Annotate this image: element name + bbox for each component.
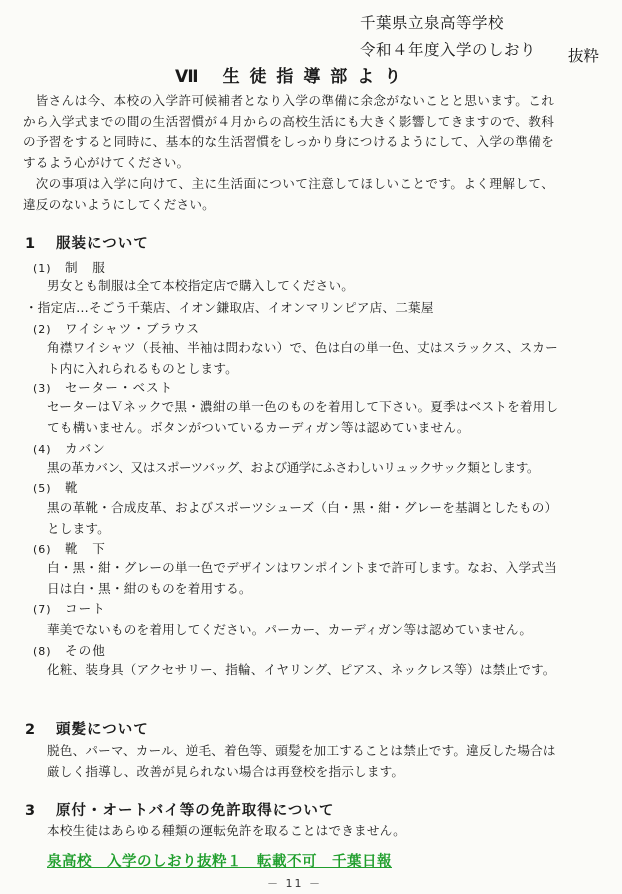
item-number: (7) bbox=[33, 603, 52, 616]
intro-paragraph-2: 次の事項は入学に向けて、主に生活面について注意してほしいことです。よく理解して、違反のないようにしてください。 bbox=[23, 176, 554, 212]
item-number: (1) bbox=[33, 262, 52, 275]
school-name: 千葉県立泉高等学校 bbox=[360, 14, 505, 32]
item-heading bbox=[33, 438, 106, 457]
item-title: ワイシャツ・ブラウス bbox=[65, 321, 200, 336]
item-body: 角襟ワイシャツ（長袖、半袖は問わない）で、色は白の単一色、丈はスラックス、スカート内に入れられるものとします。 bbox=[47, 340, 558, 376]
item-heading bbox=[33, 538, 106, 557]
intro-paragraph-1: 皆さんは今、本校の入学許可候補者となり入学の準備に余念がないことと思います。これから入学式までの間の生活習慣が４月からの高校生活にも大きく影響してきますので、教科の予習をすると同時に、基本的な生活習慣をしっかり身につけるようにして、入学の準備をするよう心がけてください。 bbox=[23, 93, 554, 170]
section-heading bbox=[25, 232, 149, 253]
item-number: (3) bbox=[33, 382, 52, 395]
item-number: (8) bbox=[33, 645, 52, 658]
section-title: 頭髪について bbox=[56, 722, 149, 738]
item-heading bbox=[33, 598, 106, 617]
section-number: 2 bbox=[25, 722, 37, 738]
item-heading bbox=[33, 640, 106, 659]
item-body: 黒の革カバン、又はスポーツバッグ、および通学にふさわしいリュックサック類とします。 bbox=[47, 460, 539, 475]
item-number: (5) bbox=[33, 482, 52, 495]
item-body: 男女とも制服は全て本校指定店で購入してください。 bbox=[47, 278, 355, 293]
item-title: コート bbox=[65, 601, 106, 616]
item-title: 制 服 bbox=[65, 260, 106, 275]
item-number: (4) bbox=[33, 443, 52, 456]
item-title: その他 bbox=[65, 643, 106, 658]
chapter-title-text: 生 徒 指 導 部 よ り bbox=[222, 67, 404, 87]
item-body: 黒の革靴・合成皮革、およびスポーツシューズ（白・黒・紺・グレーを基調としたもの）とします。 bbox=[47, 500, 558, 536]
section-title: 原付・オートバイ等の免許取得について bbox=[56, 803, 335, 819]
item-number: (2) bbox=[33, 323, 52, 336]
item-body: 白・黒・紺・グレーの単一色でデザインはワンポイントまで許可します。なお、入学式当日は白・黒・紺のものを着用する。 bbox=[47, 560, 557, 596]
item-title: カバン bbox=[65, 441, 106, 456]
item-heading bbox=[33, 257, 106, 276]
section-body: 本校生徒はあらゆる種類の運転免許を取ることはできません。 bbox=[47, 823, 406, 838]
section-number: 1 bbox=[25, 236, 37, 252]
chapter-number: Ⅶ bbox=[175, 67, 201, 87]
page-number: － 11 － bbox=[267, 877, 322, 890]
item-title: 靴 bbox=[65, 480, 79, 495]
item-body: 華美でないものを着用してください。パーカー、カーディガン等は認めていません。 bbox=[47, 622, 533, 637]
item-body: セーターはＶネックで黒・濃紺の単一色のものを着用して下さい。夏季はベストを着用しても構いません。ボタンがついているカーディガン等は認めていません。 bbox=[47, 399, 559, 435]
item-number: (6) bbox=[33, 543, 52, 556]
section-heading bbox=[25, 799, 334, 820]
chapter-title bbox=[175, 62, 403, 87]
item-heading bbox=[33, 318, 200, 337]
excerpt-label: 抜粋 bbox=[568, 47, 600, 65]
item-body: 化粧、装身具（アクセサリー、指輪、イヤリング、ピアス、ネックレス等）は禁止です。 bbox=[47, 662, 556, 677]
item-title: 靴 下 bbox=[65, 541, 106, 556]
section-heading bbox=[25, 718, 149, 739]
item-title: セーター・ベスト bbox=[65, 380, 174, 395]
section-number: 3 bbox=[25, 803, 37, 819]
source-link[interactable]: 泉高校 入学のしおり抜粋１ 転載不可 千葉日報 bbox=[47, 854, 392, 870]
section-body: 脱色、パーマ、カール、逆毛、着色等、頭髪を加工することは禁止です。違反した場合は厳しく指導し、改善が見られない場合は再登校を指示します。 bbox=[47, 743, 556, 779]
item-heading bbox=[33, 377, 173, 396]
item-note: ・指定店…そごう千葉店、イオン鎌取店、イオンマリンピア店、二葉屋 bbox=[25, 300, 434, 315]
guide-title: 令和４年度入学のしおり bbox=[360, 41, 537, 59]
item-heading bbox=[33, 477, 79, 496]
section-title: 服装について bbox=[56, 236, 149, 252]
